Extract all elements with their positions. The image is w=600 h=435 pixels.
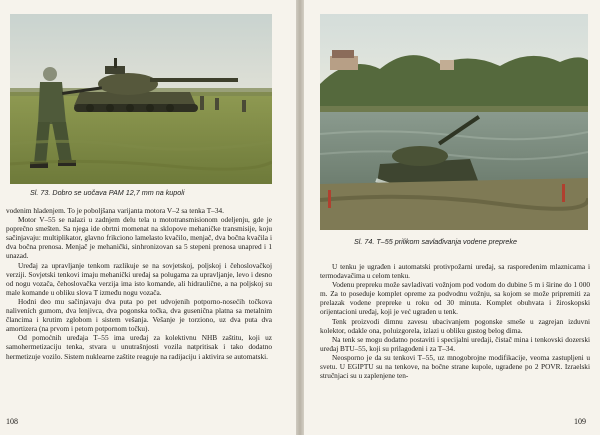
page-number-right: 109 bbox=[574, 417, 586, 426]
book-gutter bbox=[296, 0, 304, 435]
figure-73-photo bbox=[10, 14, 272, 184]
figure-73-caption: Sl. 73. Dobro se uočava PAM 12,7 mm na kupoli bbox=[30, 188, 185, 197]
paragraph: U tenku je ugrađen i automatski protivpožarni uređaj, sa raspoređenim mlaznicama i termodavačima u celom tenku. bbox=[320, 262, 590, 281]
paragraph: Od pomoćnih uređaja T–55 ima uređaj za kolektivnu NHB zaštitu, koji uz samohermetizaciju tenka, stvara u unutrašnjosti vozila natpritisak i tako dodatno hermetizuje vozilo. Sistem nuklearne zaštite reaguje na radijaciju i aktivira se automatski. bbox=[6, 333, 272, 361]
paragraph: Motor V–55 se nalazi u zadnjem delu tela u mototransmisionom odeljenju, gde je poprečno smešten. Sa njega ide obrtni momenat na sklopove mehaničke transmisije, koju sačinjavaju: multiplikator, glavno frikciono lamelasto kvačilo, menjač, dva bočna kvačila i dva bočna prenosa. Menjač je mehanički, sinhronizovan sa 5 stepeni prenosa unapred i 1 unazad. bbox=[6, 215, 272, 261]
figure-74-photo bbox=[320, 14, 588, 230]
right-page bbox=[304, 0, 600, 435]
page-number-left: 108 bbox=[6, 417, 18, 426]
right-body-text bbox=[320, 262, 590, 380]
paragraph: vodenim hladenjem. To je poboljšana varijanta motora V–2 sa tenka T–34. bbox=[6, 206, 224, 215]
paragraph: Na tenk se mogu dodatno postaviti i specijalni uređaji, čistač mina i tenkovski dozerski uređaj BTU–55, koji su prilagođeni i za T–34. bbox=[320, 334, 590, 353]
paragraph: Vodenu prepreku može savladivati vožnjom pod vodom do dubine 5 m i širine do 1 000 m. Za to poseduje komplet opreme za podvodnu vožnju, sa kojom se može pripremiti za prelazak vodene prepreke u roku od 30 minuta. Komplet obuhvata i žiroskopski orijentacioni uređaj, koji je već ugrađen u tenk. bbox=[320, 280, 590, 317]
paragraph: Neosporno je da su tenkovi T–55, uz mnogobrojne modifikacije, veoma zastupljeni u svetu. U EGIPTU su na tenkove, na bočne strane kupole, ugrađene po 2 POVR. Izraelski stručnjaci su u zaplenjene ten- bbox=[320, 352, 590, 381]
figure-74-caption: Sl. 74. T–55 prilikom savlađivanja vodene prepreke bbox=[354, 237, 518, 246]
left-body-text bbox=[6, 206, 272, 361]
left-page bbox=[0, 0, 296, 435]
paragraph: Uređaj za upravljanje tenkom razlikuje se na sovjetskoj, poljskoj i čehoslovačkoj verziji. Sovjetski tenkovi imaju mehanički uređaj sa polugama za upravljanje, levo i desno od nogu vozača, čehoslovačka verzija ima isto komande, ali hidraulične, a na poljskoj su male komande u obliku slova T između nogu vozača. bbox=[6, 260, 272, 297]
paragraph: Tenk proizvodi dimnu zavesu ubacivanjem pogonske smeše u zagrejan izduvni kolektor, odakle ona, poluizgorela, izlazi u obliku gustog belog dima. bbox=[320, 316, 590, 335]
paragraph: Hodni deo mu sačinjavaju dva puta po pet udvojenih potporno-nosećih točkova naliveních gumom, dva lenjivca, dva pogonska točka, dva gusenična platna sa metalnim člancima i krutim zglobom i sistem vešanja. Vešanje je torziono, uz dva puta dva amortizera (na prvom i petom potpornom točku). bbox=[6, 296, 272, 334]
